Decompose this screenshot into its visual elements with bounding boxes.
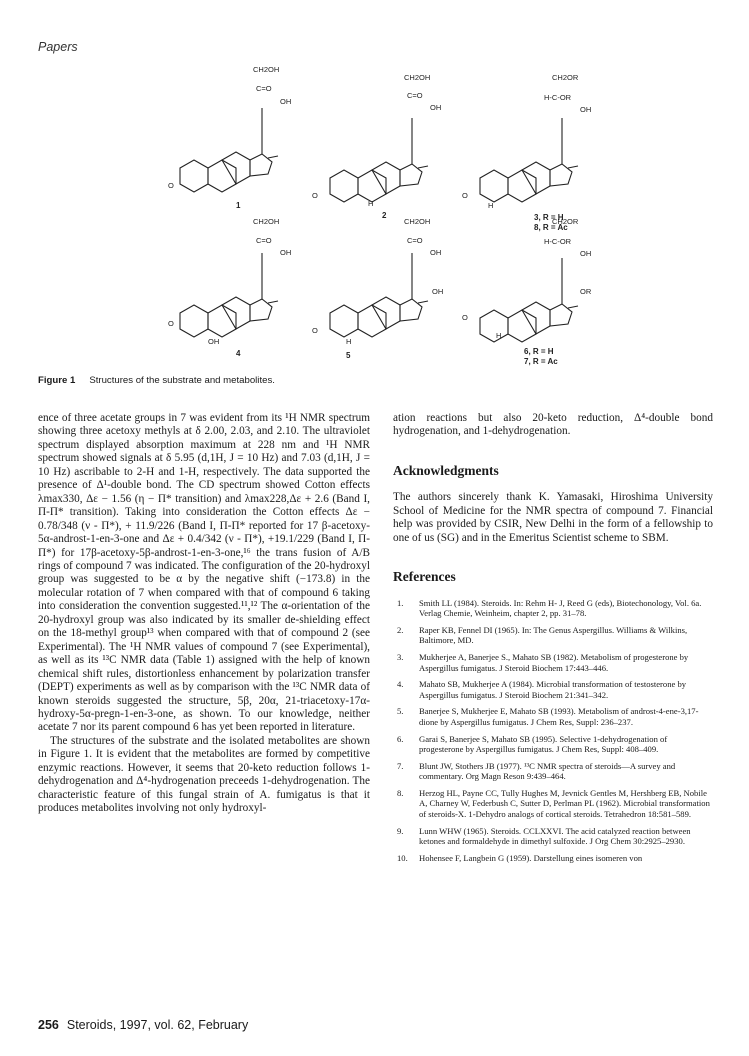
c6-ketone-o: O	[462, 313, 468, 322]
caption-text: Structures of the substrate and metabolites.	[89, 375, 275, 386]
c5-sub: OH	[432, 287, 444, 296]
reference-number: 7.	[397, 760, 404, 771]
c4-side2: C=O	[256, 236, 272, 245]
body-paragraph-2: The structures of the substrate and the isolated metabolites are shown in Figure 1. It is evident that the metabolites are formed by competitive enzymic reactions. However, it seems that 20-keto reduction follows 1-dehydrogenation and Δ⁴-hydrogenation preceeds 1-dehydrogenation. The characteristic feature of this fungal strain of A. fumigatus is that it produces metabolites involving not only hydroxyl-	[38, 734, 370, 815]
reference-text: Hohensee F, Langbein G (1959). Darstellung eines isomeren von	[419, 852, 643, 863]
reference-number: 10.	[397, 852, 408, 863]
reference-item	[393, 788, 713, 820]
reference-text: Garai S, Banerjee S, Mahato SB (1995). Selective 1-dehydrogenation of progesterone by Aspergillus fumigatus. J Chem Res, Suppl: 408–409.	[419, 733, 668, 755]
reference-text: Raper KB, Fennel DI (1965). In: The Genus Aspergillus. Williams & Wilkins, Baltimore, MD.	[419, 624, 688, 646]
c7-number: 7, R = Ac	[524, 357, 558, 366]
acknowledgments-text: The authors sincerely thank K. Yamasaki, Hiroshima University School of Medicine for the NMR spectra of compound 7. Financial help was provided by CSIR, New Delhi in the form of a fellowship to one of us (SG) and in the Emeritus Scientist scheme to SBM.	[393, 491, 713, 544]
reference-item	[393, 761, 713, 782]
reference-text: Banerjee S, Mukherjee E, Mahato SB (1993). Metabolism of androst-4-ene-3,17-dione by Aspergillus fumigatus. J Chem Res, Suppl: 236–237.	[419, 706, 699, 727]
c2-h: H	[368, 199, 374, 208]
reference-number: 8.	[397, 787, 404, 798]
c3-ketone-o: O	[462, 191, 468, 200]
c2-side3: OH	[430, 103, 442, 112]
c4-side3: OH	[280, 248, 292, 257]
c2-ketone-o: O	[312, 191, 318, 200]
reference-text: Blunt JW, Stothers JB (1977). ¹³C NMR spectra of steroids—A survey and commentary. Org Magn Reson 9:439–464.	[419, 760, 676, 782]
c1-side1: CH2OH	[253, 65, 280, 74]
c5-h: H	[346, 337, 352, 346]
c5-side1: CH2OH	[404, 217, 431, 226]
c3-number: 3, R = H	[534, 213, 564, 222]
c3-side2: H-C-OR	[544, 93, 572, 102]
c2-side1: CH2OH	[404, 73, 431, 82]
reference-number: 4.	[397, 679, 404, 690]
reference-item	[393, 734, 713, 755]
page-number: 256	[38, 1018, 59, 1032]
reference-item	[393, 652, 713, 673]
c6-sub: OR	[580, 287, 592, 296]
c4-sub: OH	[208, 337, 220, 346]
c1-number: 1	[236, 201, 241, 210]
c5-side3: OH	[430, 248, 442, 257]
c6-side3: OH	[580, 249, 592, 258]
c6-side2: H-C-OR	[544, 237, 572, 246]
structures-svg	[150, 58, 610, 370]
page-footer	[38, 1018, 248, 1032]
compound-6	[462, 217, 592, 366]
caption-label: Figure 1	[38, 375, 76, 386]
reference-item	[393, 598, 713, 619]
reference-text: Mukherjee A, Banerjee S., Mahato SB (1982). Metabolism of progesterone by Aspergillus fumigatus. J Steroid Biochem 17:443–446.	[419, 652, 689, 673]
c3-h: H	[488, 201, 494, 210]
compound-1	[168, 65, 291, 210]
c5-number: 5	[346, 351, 351, 360]
right-column	[393, 412, 713, 870]
compound-3	[462, 73, 591, 232]
c6-side1: CH2OR	[552, 217, 579, 226]
reference-number: 9.	[397, 825, 404, 836]
reference-number: 3.	[397, 652, 404, 662]
references-heading: References	[393, 569, 456, 585]
reference-item	[393, 625, 713, 646]
c5-side2: C=O	[407, 236, 423, 245]
section-label: Papers	[38, 40, 78, 54]
c4-number: 4	[236, 349, 241, 358]
journal-citation: Steroids, 1997, vol. 62, February	[66, 1018, 249, 1032]
left-column	[38, 412, 370, 816]
c4-side1: CH2OH	[253, 217, 280, 226]
body-paragraph-continued: ation reactions but also 20-keto reduction, Δ⁴-double bond hydrogenation, and 1-dehydrogenation.	[393, 412, 713, 438]
figure-caption	[38, 375, 275, 386]
c2-number: 2	[382, 211, 387, 220]
reference-text: Smith LL (1984). Steroids. In: Rehm H- J, Reed G (eds), Biotechonology, Vol. 6a. Verlag Chemie, Weinheim, chapter 2, pp. 31–78.	[419, 597, 702, 619]
reference-item	[393, 706, 713, 727]
figure-1-structures	[150, 58, 610, 370]
c2-side2: C=O	[407, 91, 423, 100]
reference-list	[393, 598, 713, 864]
reference-text: Lunn WHW (1965). Steroids. CCLXXVI. The acid catalyzed reaction between ketones and formaldehyde in dimethyl sulfoxide. J Org Chem 30:2925–2930.	[419, 825, 691, 847]
compound-4	[168, 217, 291, 358]
compound-5	[312, 217, 443, 360]
reference-item	[393, 826, 713, 847]
c1-side3: OH	[280, 97, 292, 106]
reference-text: Mahato SB, Mukherjee A (1984). Microbial transformation of testosterone by Aspergillus fumigatus. J Steroid Biochem 21:341–342.	[419, 679, 687, 700]
c4-ketone-o: O	[168, 319, 174, 328]
c1-ketone-o: O	[168, 181, 174, 190]
c6-h: H	[496, 331, 502, 340]
reference-number: 2.	[397, 624, 404, 635]
reference-number: 5.	[397, 706, 404, 717]
reference-number: 6.	[397, 733, 404, 744]
body-paragraph-1: ence of three acetate groups in 7 was evident from its ¹H NMR spectrum showing three acetoxy methyls at δ 2.00, 2.03, and 2.10. The ultraviolet spectrum displayed absorption maximum at 228 nm and ¹H NMR spectrum showed signals at δ 5.95 (d,1H, J = 10 Hz) and 7.03 (d,1H, J = 10 Hz) ascribable to 2-H and 1-H, respectively. The data supported the presence of Δ¹-double bond. The CD spectrum showed Cotton effects λmax330, Δε − 1.56 (η − Π* transition) and λmax228,Δε + 2.6 (Band I, Π-Π* transition). Taking into consideration the Cotton effects Δε − 0.78/348 (ν - Π*), + 11.9/226 (Band I, Π-Π* reported for 17 β-acetoxy-5α-androst-1-en-3-one and Δε + 0.4/342 (ν - Π*), +19.1/229 (Band I, Π-Π*) for 17β-acetoxy-5β-androst-1-en-3-one,¹⁶ the trans fusion of A/B rings of compound 7 was indicated. The configuration of the 20-hydroxyl group was suggested to be α by the negative shift (−173.8) in the molecular rotation of 7 when compared with that of compound 6 taking into consideration the convention suggested.¹¹,¹² The α-orientation of the 20-hydroxyl group was also indicated by its smaller de-shielding effect on the 18-methyl group¹³ when compared with that of compound 2 (see Experimental). The ¹H NMR values of compound 7 (see Experimental), as well as its ¹³C NMR data (Table 1) assigned with the help of known chemical shift rules, distortionless enhancement by polarization transfer (DEPT) experiments as well as by comparison with the ¹³C NMR data of known steroids suggested the structure, 5β, 20α, 21-triacetoxy-17α-hydroxy-5α-pregn-1-en-3-one, as shown. To our knowledge, neither acetate 7 nor its parent compound 6 has yet been reported in literature.	[38, 412, 370, 734]
c3-side3: OH	[580, 105, 592, 114]
reference-number: 1.	[397, 597, 404, 608]
compound-2	[312, 73, 441, 220]
c5-ketone-o: O	[312, 326, 318, 335]
reference-text: Herzog HL, Payne CC, Tully Hughes M, Jevnick Gentles M, Hershberg EB, Nobile A, Charney W, Federbush C, Sutter D, Perlman PL (1962). Microbial transformation of steroids-X. 1-Dehydro analogs of cortical steroids. Tetrahedron 18:581–589.	[419, 787, 710, 819]
c3-side1: CH2OR	[552, 73, 579, 82]
c6-number: 6, R = H	[524, 347, 554, 356]
acknowledgments-heading: Acknowledgments	[393, 462, 499, 478]
reference-item	[393, 679, 713, 700]
c1-side2: C=O	[256, 84, 272, 93]
c8-number: 8, R = Ac	[534, 223, 568, 232]
reference-item	[393, 853, 713, 864]
